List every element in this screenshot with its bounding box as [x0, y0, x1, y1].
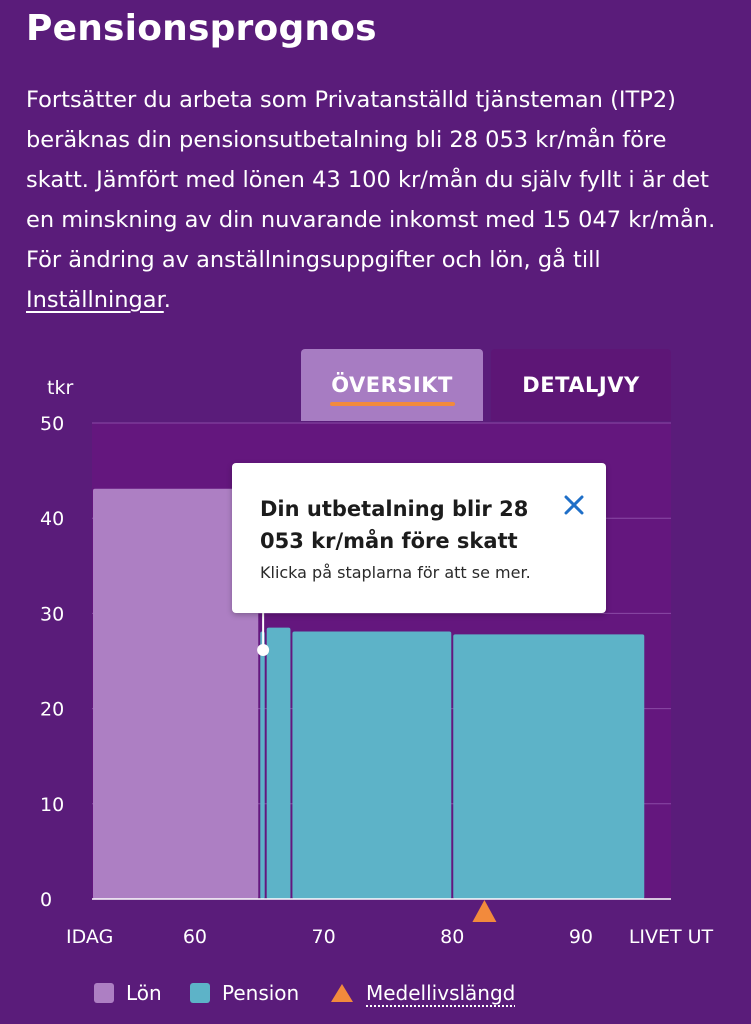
pension-bar	[453, 634, 644, 899]
tab-overview-label: ÖVERSIKT	[331, 373, 453, 397]
salary-swatch	[94, 983, 114, 1003]
x-tick-label: 70	[311, 926, 336, 948]
y-tick-label: 10	[40, 793, 65, 816]
pension-bar	[292, 631, 451, 899]
page-title: Pensionsprognos	[26, 8, 377, 49]
legend-item-pension	[190, 980, 299, 1006]
close-icon[interactable]	[562, 493, 586, 517]
tab-detail-label: DETALJVY	[522, 373, 640, 397]
legend-life-expectancy-label[interactable]: Medellivslängd	[366, 981, 516, 1005]
life-expectancy-marker	[472, 900, 496, 922]
legend-salary-label: Lön	[126, 981, 162, 1005]
legend-item-life-expectancy[interactable]	[330, 980, 515, 1006]
x-tick-label: 80	[440, 926, 465, 948]
y-tick-label: 50	[40, 413, 65, 435]
legend-pension-label: Pension	[222, 981, 300, 1005]
legend-item-salary	[94, 980, 162, 1006]
x-tick-label: 60	[182, 926, 208, 948]
intro-body: Fortsätter du arbeta som Privatanställd tjänsteman (ITP2) beräknas din pensionsutbetalning bli 28 053 kr/mån före skatt. Jämfört med lönen 43 100 kr/mån du själv fyllt i är det en minskning av din nuvarande inkomst med 15 047 kr/mån. För ändring av anställningsuppgifter och lön, gå till	[26, 87, 716, 273]
pension-bar	[267, 628, 291, 899]
y-tick-label: 0	[40, 889, 53, 911]
payout-tooltip	[232, 463, 606, 613]
y-tick-label: 40	[40, 508, 65, 531]
tooltip-subtitle: Klicka på staplarna för att se mer.	[260, 563, 531, 582]
settings-link[interactable]: Inställningar	[26, 287, 164, 313]
triangle-icon	[330, 983, 354, 1003]
y-tick-label: 30	[40, 603, 65, 626]
x-tick-label: IDAG	[66, 926, 114, 948]
x-tick-label: 90	[568, 926, 594, 948]
pension-bar	[260, 631, 264, 899]
y-tick-label: 20	[40, 698, 65, 721]
x-tick-label: LIVET UT	[628, 926, 714, 948]
tooltip-title: Din utbetalning blir 28 053 kr/mån före skatt	[260, 497, 529, 553]
y-axis-label: tkr	[47, 377, 74, 399]
selection-point	[257, 644, 269, 656]
intro-end: .	[163, 287, 171, 313]
pension-swatch	[190, 983, 210, 1003]
